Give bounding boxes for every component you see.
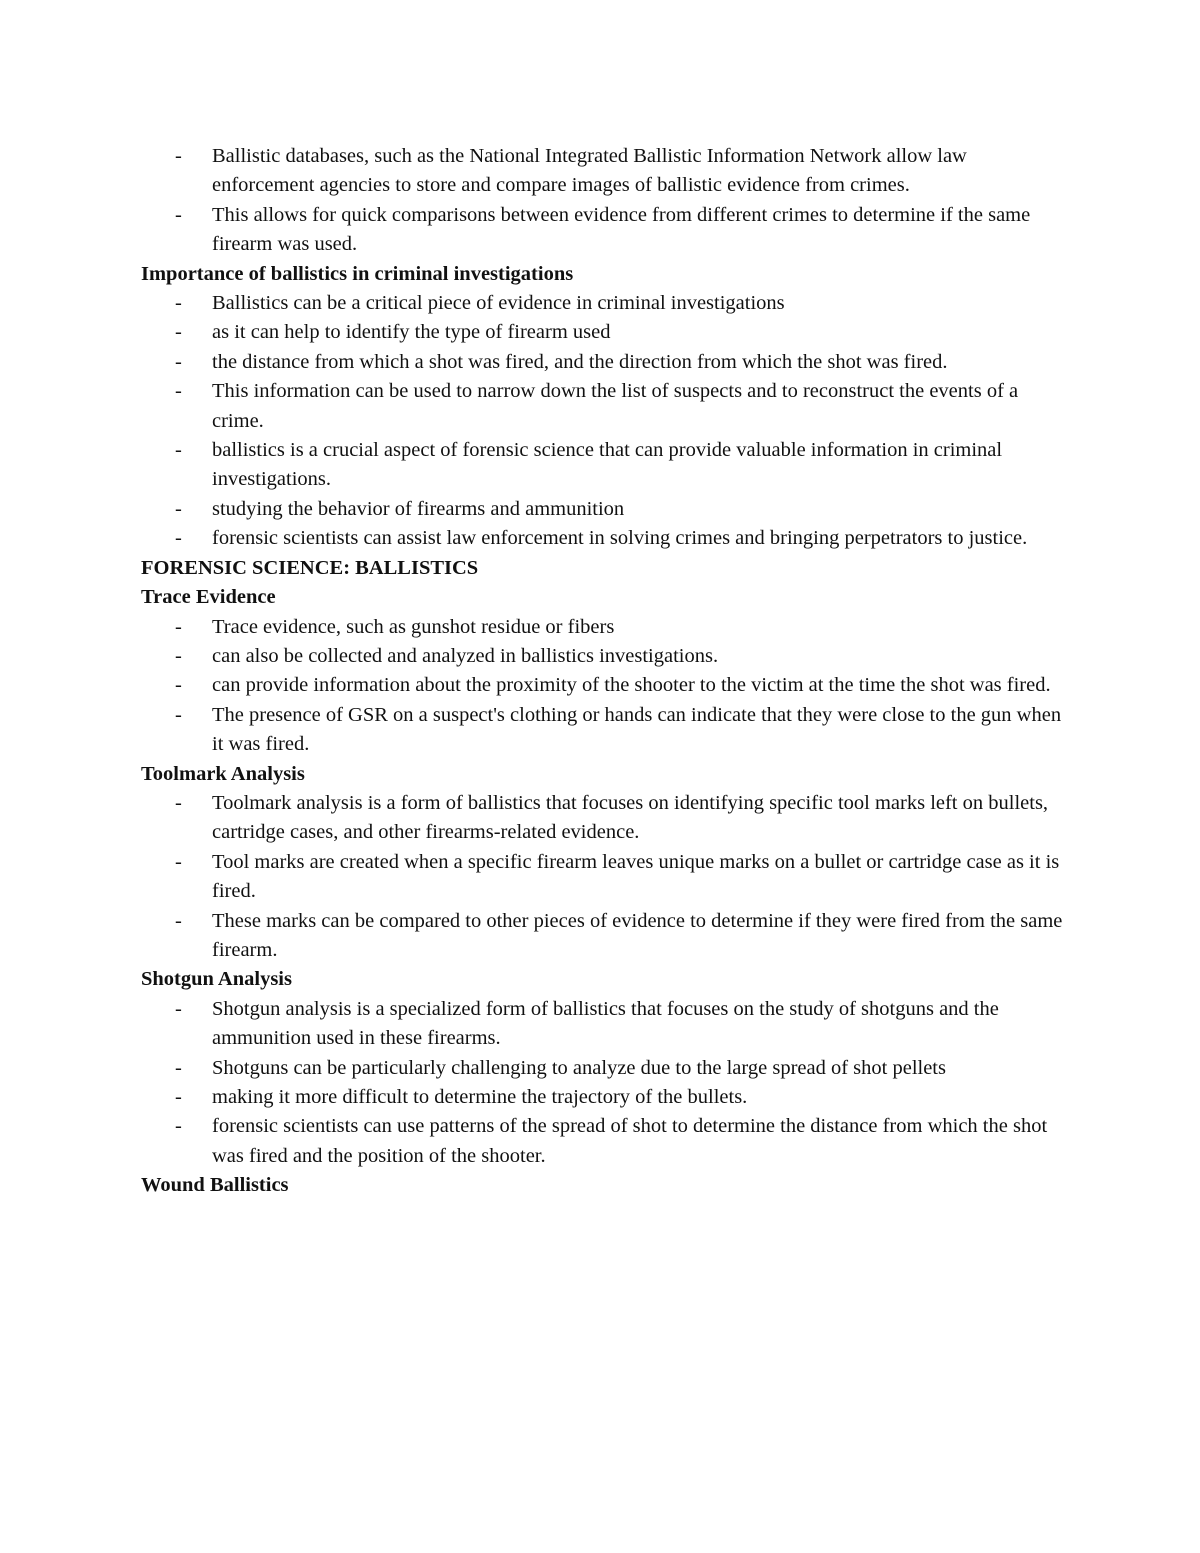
dash-bullet-icon: - — [175, 321, 182, 344]
list-item — [141, 524, 1071, 553]
section-heading-wound-ballistics: Wound Ballistics — [141, 1174, 289, 1197]
list-item-text: This information can be used to narrow down the list of suspects and to reconstruct the events of a crime. — [212, 380, 1019, 432]
dash-bullet-icon: - — [175, 203, 182, 226]
list-item-text: ballistics is a crucial aspect of forensic science that can provide valuable information in criminal investigations. — [212, 439, 1003, 491]
list-item-text: studying the behavior of firearms and ammunition — [212, 497, 625, 520]
dash-bullet-icon: - — [175, 1056, 182, 1079]
shotgun-bullet-list — [141, 995, 1071, 1171]
dash-bullet-icon: - — [175, 909, 182, 932]
list-item — [141, 436, 1071, 495]
list-item-text: the distance from which a shot was fired, and the direction from which the shot was fired. — [212, 350, 948, 373]
list-item-text: Shotgun analysis is a specialized form of ballistics that focuses on the study of shotguns and the ammunition used in these firearms. — [212, 997, 999, 1050]
dash-bullet-icon: - — [175, 350, 182, 373]
list-item — [141, 289, 1071, 318]
toolmark-bullet-list — [141, 789, 1071, 965]
dash-bullet-icon: - — [175, 850, 182, 873]
list-item — [141, 907, 1071, 966]
list-item-text: can also be collected and analyzed in ballistics investigations. — [212, 644, 719, 667]
list-item-text: Ballistics can be a critical piece of evidence in criminal investigations — [212, 292, 785, 315]
list-item-text: Tool marks are created when a specific firearm leaves unique marks on a bullet or cartridge case as it is fired. — [212, 850, 1060, 903]
dash-bullet-icon: - — [175, 615, 182, 638]
intro-bullet-list — [141, 142, 1071, 260]
list-item-text: These marks can be compared to other pieces of evidence to determine if they were fired from the same firearm. — [212, 909, 1063, 961]
list-item — [141, 142, 1071, 201]
dash-bullet-icon: - — [175, 703, 182, 726]
list-item-text: as it can help to identify the type of firearm used — [212, 321, 611, 344]
list-item — [141, 789, 1071, 848]
dash-bullet-icon: - — [175, 380, 182, 403]
list-item-text: This allows for quick comparisons between evidence from different crimes to determine if the same firearm was used. — [212, 203, 1031, 256]
list-item-text: Ballistic databases, such as the National Integrated Ballistic Information Network allow law enforcement agencies to store and compare images of ballistic evidence from crimes. — [212, 145, 967, 197]
section-heading-toolmark-analysis: Toolmark Analysis — [141, 762, 305, 785]
list-item-text: Trace evidence, such as gunshot residue or fibers — [212, 615, 615, 638]
list-item-text: The presence of GSR on a suspect's clothing or hands can indicate that they were close to the gun when it was fired. — [212, 703, 1062, 756]
list-item — [141, 1112, 1071, 1171]
list-item-text: Toolmark analysis is a form of ballistics that focuses on identifying specific tool marks left on bullets, cartridge cases, and other firearms-related evidence. — [212, 791, 1049, 844]
section-heading-importance: Importance of ballistics in criminal investigations — [141, 262, 574, 285]
dash-bullet-icon: - — [175, 439, 182, 462]
section-heading-shotgun-analysis: Shotgun Analysis — [141, 968, 292, 991]
list-item — [141, 1054, 1071, 1083]
dash-bullet-icon: - — [175, 145, 182, 167]
section-heading-forensic-science: FORENSIC SCIENCE: BALLISTICS — [141, 556, 479, 579]
list-item — [141, 348, 1071, 377]
list-item-text: forensic scientists can assist law enforcement in solving crimes and bringing perpetrators to justice. — [212, 527, 1028, 550]
list-item — [141, 318, 1071, 347]
list-item-text: can provide information about the proximity of the shooter to the victim at the time the shot was fired. — [212, 674, 1051, 697]
dash-bullet-icon: - — [175, 497, 182, 520]
dash-bullet-icon: - — [175, 997, 182, 1020]
dash-bullet-icon: - — [175, 1086, 182, 1108]
list-item — [141, 377, 1071, 436]
dash-bullet-icon: - — [175, 292, 182, 315]
dash-bullet-icon: - — [175, 1115, 182, 1138]
list-item — [141, 1083, 1071, 1112]
list-item — [141, 671, 1071, 700]
document-body — [141, 142, 1071, 1201]
trace-evidence-bullet-list — [141, 613, 1071, 760]
list-item — [141, 495, 1071, 524]
list-item — [141, 642, 1071, 671]
section-heading-trace-evidence: Trace Evidence — [141, 586, 276, 609]
list-item — [141, 613, 1071, 642]
dash-bullet-icon: - — [175, 674, 182, 697]
list-item — [141, 848, 1071, 907]
list-item-text: making it more difficult to determine the trajectory of the bullets. — [212, 1086, 748, 1108]
list-item — [141, 201, 1071, 260]
list-item — [141, 995, 1071, 1054]
list-item — [141, 701, 1071, 760]
dash-bullet-icon: - — [175, 791, 182, 814]
dash-bullet-icon: - — [175, 527, 182, 550]
dash-bullet-icon: - — [175, 644, 182, 667]
list-item-text: forensic scientists can use patterns of the spread of shot to determine the distance from which the shot was fired and the position of the shooter. — [212, 1115, 1048, 1167]
list-item-text: Shotguns can be particularly challenging to analyze due to the large spread of shot pellets — [212, 1056, 946, 1079]
importance-bullet-list — [141, 289, 1071, 554]
